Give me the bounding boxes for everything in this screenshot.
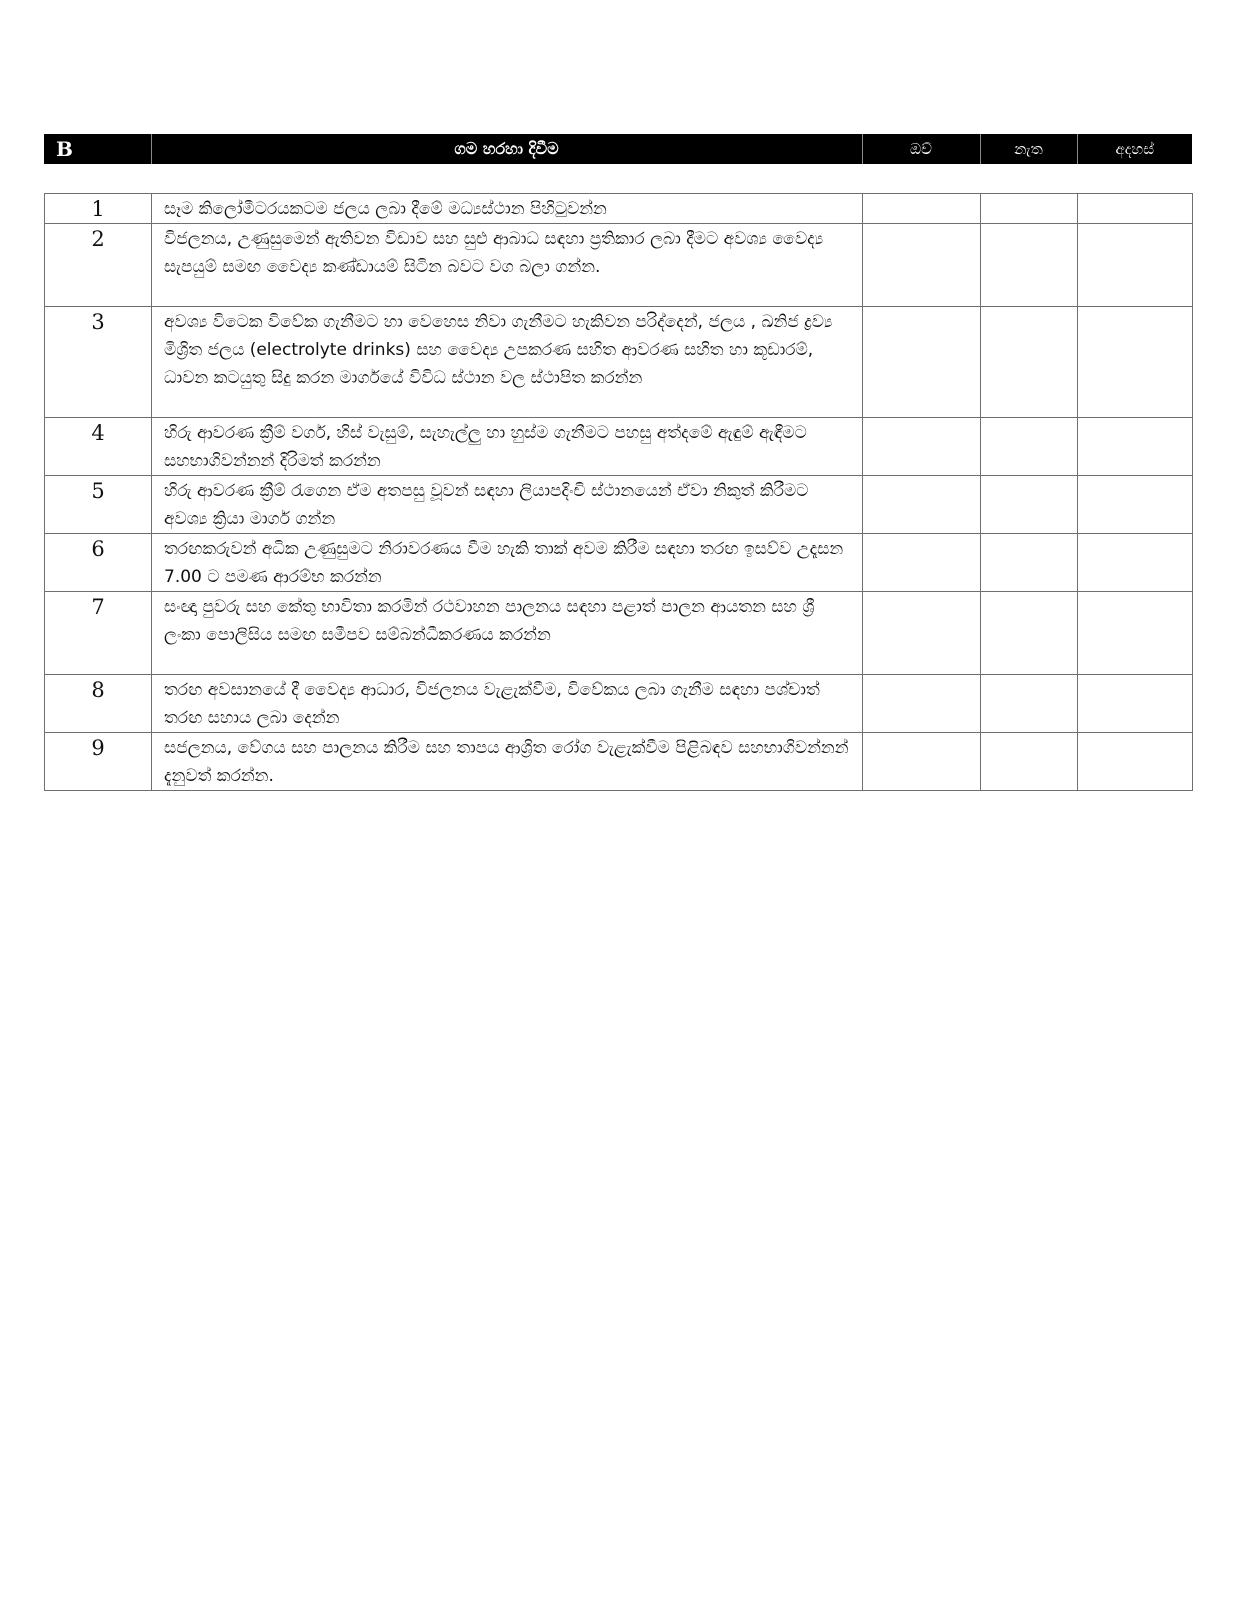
no-cell[interactable] — [981, 534, 1078, 592]
item-text: අවශ්‍ය විටෙක විවේක ගැනීමට හා වෙහෙස නිවා ගැනීමට හැකිවන පරිද්දෙන්, ජලය , ඛනිජ ද්‍රව්‍ය මිශ්‍රිත ජලය (electrolyte drinks) සහ වෛද්‍ය උපකරණ සහිත ආවරණ සහිත හා කූඩාරම්, ධාවන කටයුතු සිදු කරන මාර්ගයේ විවිධ ස්ථාන වල ස්ථාපිත කරන්න — [152, 307, 863, 418]
yes-cell[interactable] — [863, 418, 981, 476]
item-text: හිරු ආවරණ ක්‍රීම් වර්ග, හිස් වැසුම්, සැහැල්ලු හා හුස්ම ගැනීමට පහසු අත්දමේ ඇඳුම් ඇඳීමට සහභාගිවන්නන් දිරිමත් කරන්න — [152, 418, 863, 476]
yes-cell[interactable] — [863, 534, 981, 592]
comment-cell[interactable] — [1078, 307, 1193, 418]
checklist-row — [45, 675, 1193, 733]
section-title: ගම හරහා දිවීම — [151, 134, 862, 164]
item-number: 1 — [45, 194, 152, 224]
item-number: 6 — [45, 534, 152, 592]
checklist-row — [45, 224, 1193, 307]
yes-cell[interactable] — [863, 675, 981, 733]
item-text: විජලනය, උණුසුමෙන් ඇතිවන විඩාව සහ සුළු ආබාධ සඳහා ප්‍රතිකාර ලබා දීමට අවශ්‍ය වෛද්‍ය සැපයුම් සමඟ වෛද්‍ය කණ්ඩායම් සිටින බවට වග බලා ගන්න. — [152, 224, 863, 307]
yes-cell[interactable] — [863, 476, 981, 534]
no-cell[interactable] — [981, 194, 1078, 224]
item-number: 9 — [45, 733, 152, 791]
checklist-row — [45, 418, 1193, 476]
section-letter: B — [44, 134, 151, 164]
checklist-row — [45, 733, 1193, 791]
item-number: 7 — [45, 592, 152, 675]
column-header-no: නැත — [980, 134, 1077, 164]
yes-cell[interactable] — [863, 733, 981, 791]
no-cell[interactable] — [981, 675, 1078, 733]
item-text: හිරු ආවරණ ක්‍රීම් රැගෙන ඒම අතපසු වූවන් සඳහා ලියාපදිංචි ස්ථානයෙන් ඒවා නිකුත් කිරීමට අවශ්‍ය ක්‍රියා මාර්ග ගන්න — [152, 476, 863, 534]
comment-cell[interactable] — [1078, 592, 1193, 675]
column-header-comments: අදහස් — [1077, 134, 1192, 164]
comment-cell[interactable] — [1078, 476, 1193, 534]
checklist-table — [44, 193, 1193, 791]
checklist-row — [45, 592, 1193, 675]
item-text: තරඟකරුවන් අධික උණුසුමට නිරාවරණය වීම හැකි තාක් අවම කිරීම සඳහා තරඟ ඉසව්ව උදෑසන 7.00 ට පමණ ආරම්භ කරන්න — [152, 534, 863, 592]
item-number: 4 — [45, 418, 152, 476]
section-header-table — [44, 134, 1192, 164]
yes-cell[interactable] — [863, 194, 981, 224]
no-cell[interactable] — [981, 307, 1078, 418]
item-text: සංඥා පුවරු සහ කේතු භාවිතා කරමින් රථවාහන පාලනය සඳහා පළාත් පාලන ආයතන සහ ශ්‍රී ලංකා පොලිසිය සමඟ සමීපව සම්බන්ධීකරණය කරන්න — [152, 592, 863, 675]
comment-cell[interactable] — [1078, 675, 1193, 733]
yes-cell[interactable] — [863, 224, 981, 307]
section-header-row — [44, 134, 1192, 164]
checklist-row — [45, 534, 1193, 592]
column-header-yes: ඔව් — [862, 134, 980, 164]
checklist-row — [45, 194, 1193, 224]
item-text: සෑම කිලෝමීටරයකටම ජලය ලබා දීමේ මධ්‍යස්ථාන පිහිටුවන්න — [152, 194, 863, 224]
no-cell[interactable] — [981, 592, 1078, 675]
item-text: තරඟ අවසානයේ දී වෛද්‍ය ආධාර, විජලනය වැළැක්වීම, විවේකය ලබා ගැනීම සඳහා පශ්චාත් තරඟ සහාය ලබා දෙන්න — [152, 675, 863, 733]
yes-cell[interactable] — [863, 307, 981, 418]
comment-cell[interactable] — [1078, 733, 1193, 791]
checklist-row — [45, 476, 1193, 534]
no-cell[interactable] — [981, 733, 1078, 791]
no-cell[interactable] — [981, 224, 1078, 307]
comment-cell[interactable] — [1078, 224, 1193, 307]
item-number: 2 — [45, 224, 152, 307]
comment-cell[interactable] — [1078, 194, 1193, 224]
item-number: 3 — [45, 307, 152, 418]
yes-cell[interactable] — [863, 592, 981, 675]
checklist-row — [45, 307, 1193, 418]
comment-cell[interactable] — [1078, 418, 1193, 476]
no-cell[interactable] — [981, 418, 1078, 476]
item-number: 5 — [45, 476, 152, 534]
item-number: 8 — [45, 675, 152, 733]
item-text: සජලනය, වේගය සහ පාලනය කිරීම සහ තාපය ආශ්‍රිත රෝග වැළැක්වීම පිළිබඳව සහභාගිවන්නන් දැනුවත් කරන්න. — [152, 733, 863, 791]
no-cell[interactable] — [981, 476, 1078, 534]
comment-cell[interactable] — [1078, 534, 1193, 592]
